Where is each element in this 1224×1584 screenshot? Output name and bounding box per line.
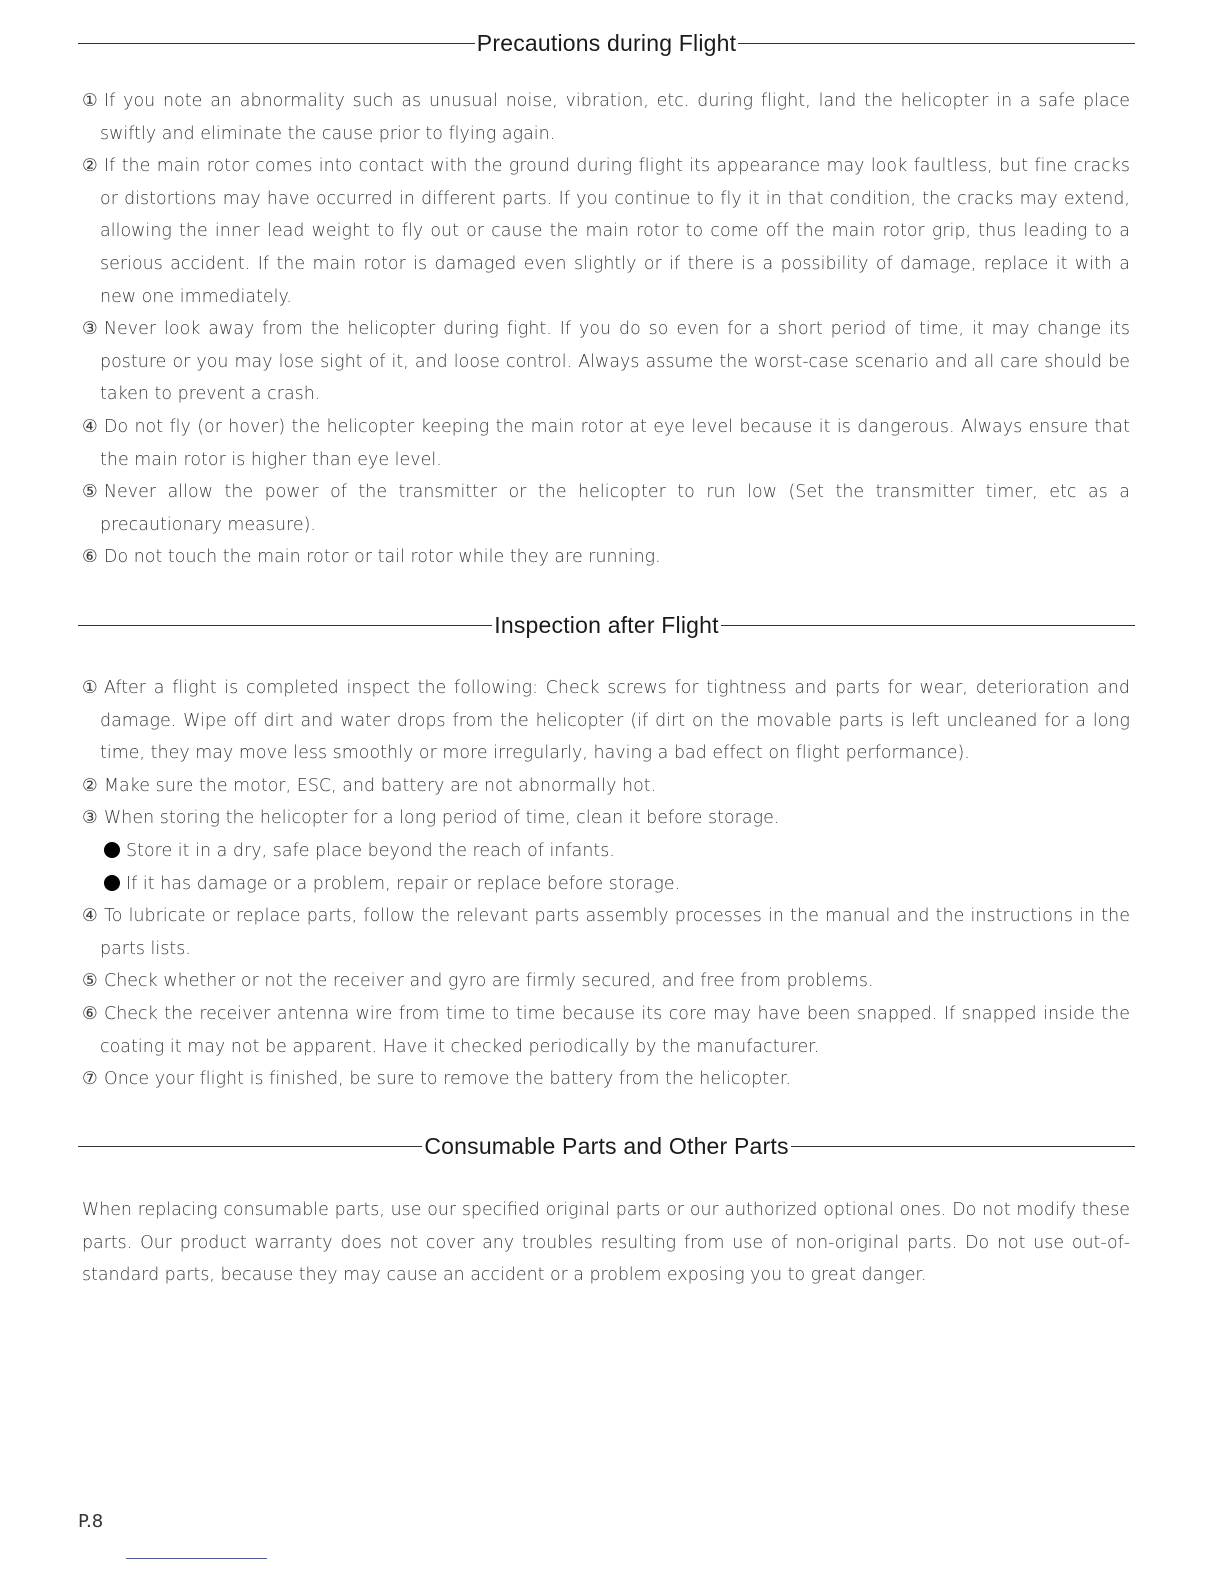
item-number: ⑤ xyxy=(82,482,98,503)
item-number: ① xyxy=(82,91,98,111)
item-number: ⑥ xyxy=(82,1003,98,1024)
consumables-paragraph: When replacing consumable parts, use our specified original parts or our authorized optional ones. Do not modify these parts. Our product warranty does not cover any troubles resulting from use of non-original parts. Do not use out-of-standard parts, because they may cause an accident or a problem exposing you to great danger. xyxy=(82,1200,1130,1286)
list-item xyxy=(82,85,1130,150)
list-item xyxy=(82,313,1130,411)
list-item xyxy=(82,1063,1130,1096)
heading-rule-left xyxy=(78,625,492,626)
item-number: ② xyxy=(82,156,98,177)
item-number: ⑤ xyxy=(82,971,98,992)
bullet-item xyxy=(82,868,1130,901)
footer-rule xyxy=(126,1558,267,1559)
heading-rule-left xyxy=(78,1146,422,1147)
item-number: ④ xyxy=(82,906,98,927)
list-item xyxy=(82,900,1130,965)
item-text: Never look away from the helicopter during fight. If you do so even for a short period of time, it may change its posture or you may lose sight of it, and loose control. Always assume the worst-case scenario and all care should be taken to prevent a crash. xyxy=(100,319,1130,405)
list-item xyxy=(82,770,1130,803)
bullet-dot-icon xyxy=(104,842,120,858)
section-title: Inspection after Flight xyxy=(494,611,719,638)
list-item xyxy=(82,476,1130,541)
inspection-list xyxy=(82,672,1130,1096)
bullet-item xyxy=(82,835,1130,868)
item-text: Check whether or not the receiver and gyro are firmly secured, and free from problems. xyxy=(104,971,874,992)
list-item xyxy=(82,150,1130,313)
page-number: P.8 xyxy=(78,1511,104,1532)
heading-rule-right xyxy=(791,1146,1135,1147)
list-item xyxy=(82,802,1130,835)
section-heading-consumables xyxy=(78,1130,1135,1162)
bullet-dot-icon xyxy=(104,875,120,891)
item-text: Never allow the power of the transmitter or the helicopter to run low (Set the transmitter timer, etc as a precautionary measure). xyxy=(100,482,1130,535)
item-text: Store it in a dry, safe place beyond the reach of infants. xyxy=(126,840,615,861)
list-item xyxy=(82,998,1130,1063)
item-number: ② xyxy=(82,775,98,796)
heading-rule-right xyxy=(721,625,1135,626)
item-number: ③ xyxy=(82,319,98,340)
item-text: Make sure the motor, ESC, and battery are not abnormally hot. xyxy=(104,775,657,796)
item-text: If it has damage or a problem, repair or replace before storage. xyxy=(126,873,681,894)
item-text: If you note an abnormality such as unusual noise, vibration, etc. during flight, land the helicopter in a safe place swiftly and eliminate the cause prior to flying again. xyxy=(100,91,1130,144)
item-number: ④ xyxy=(82,416,98,437)
item-text: Once your flight is finished, be sure to remove the battery from the helicopter. xyxy=(104,1069,792,1090)
list-item xyxy=(82,672,1130,770)
item-number: ① xyxy=(82,678,98,698)
item-number: ③ xyxy=(82,808,98,829)
item-text: When storing the helicopter for a long period of time, clean it before storage. xyxy=(104,808,780,829)
section-title: Precautions during Flight xyxy=(476,29,737,56)
item-number: ⑦ xyxy=(82,1069,98,1090)
section-title: Consumable Parts and Other Parts xyxy=(424,1132,789,1159)
item-text: If the main rotor comes into contact with the ground during flight its appearance may look faultless, but fine cracks or distortions may have occurred in different parts. If you continue to fly it in that condition, the cracks may extend, allowing the inner lead weight to fly out or cause the main rotor to come off the main rotor grip, thus leading to a serious accident. If the main rotor is damaged even slightly or if there is a possibility of damage, replace it with a new one immediately. xyxy=(100,156,1130,307)
heading-rule-left xyxy=(78,43,475,44)
list-item xyxy=(82,411,1130,476)
item-text: To lubricate or replace parts, follow the relevant parts assembly processes in the manual and the instructions in the parts lists. xyxy=(100,906,1130,959)
precautions-list xyxy=(82,85,1130,574)
item-text: Do not fly (or hover) the helicopter keeping the main rotor at eye level because it is dangerous. Always ensure that the main rotor is higher than eye level. xyxy=(100,416,1130,470)
item-text: Do not touch the main rotor or tail rotor while they are running. xyxy=(104,547,661,568)
list-item xyxy=(82,965,1130,998)
heading-rule-right xyxy=(738,43,1135,44)
list-item xyxy=(82,541,1130,574)
item-text: After a flight is completed inspect the following: Check screws for tightness and parts for wear, deterioration and damage. Wipe off dirt and water drops from the helicopter (if dirt on the movable parts is left uncleaned for a long time, they may move less smoothly or more irregularly, having a bad effect on flight performance). xyxy=(100,678,1130,764)
item-text: Check the receiver antenna wire from time to time because its core may have been snapped. If snapped inside the coating it may not be apparent. Have it checked periodically by the manufacturer. xyxy=(100,1003,1130,1057)
item-number: ⑥ xyxy=(82,547,98,568)
section-heading-inspection xyxy=(78,609,1135,641)
section-heading-precautions xyxy=(78,27,1135,59)
